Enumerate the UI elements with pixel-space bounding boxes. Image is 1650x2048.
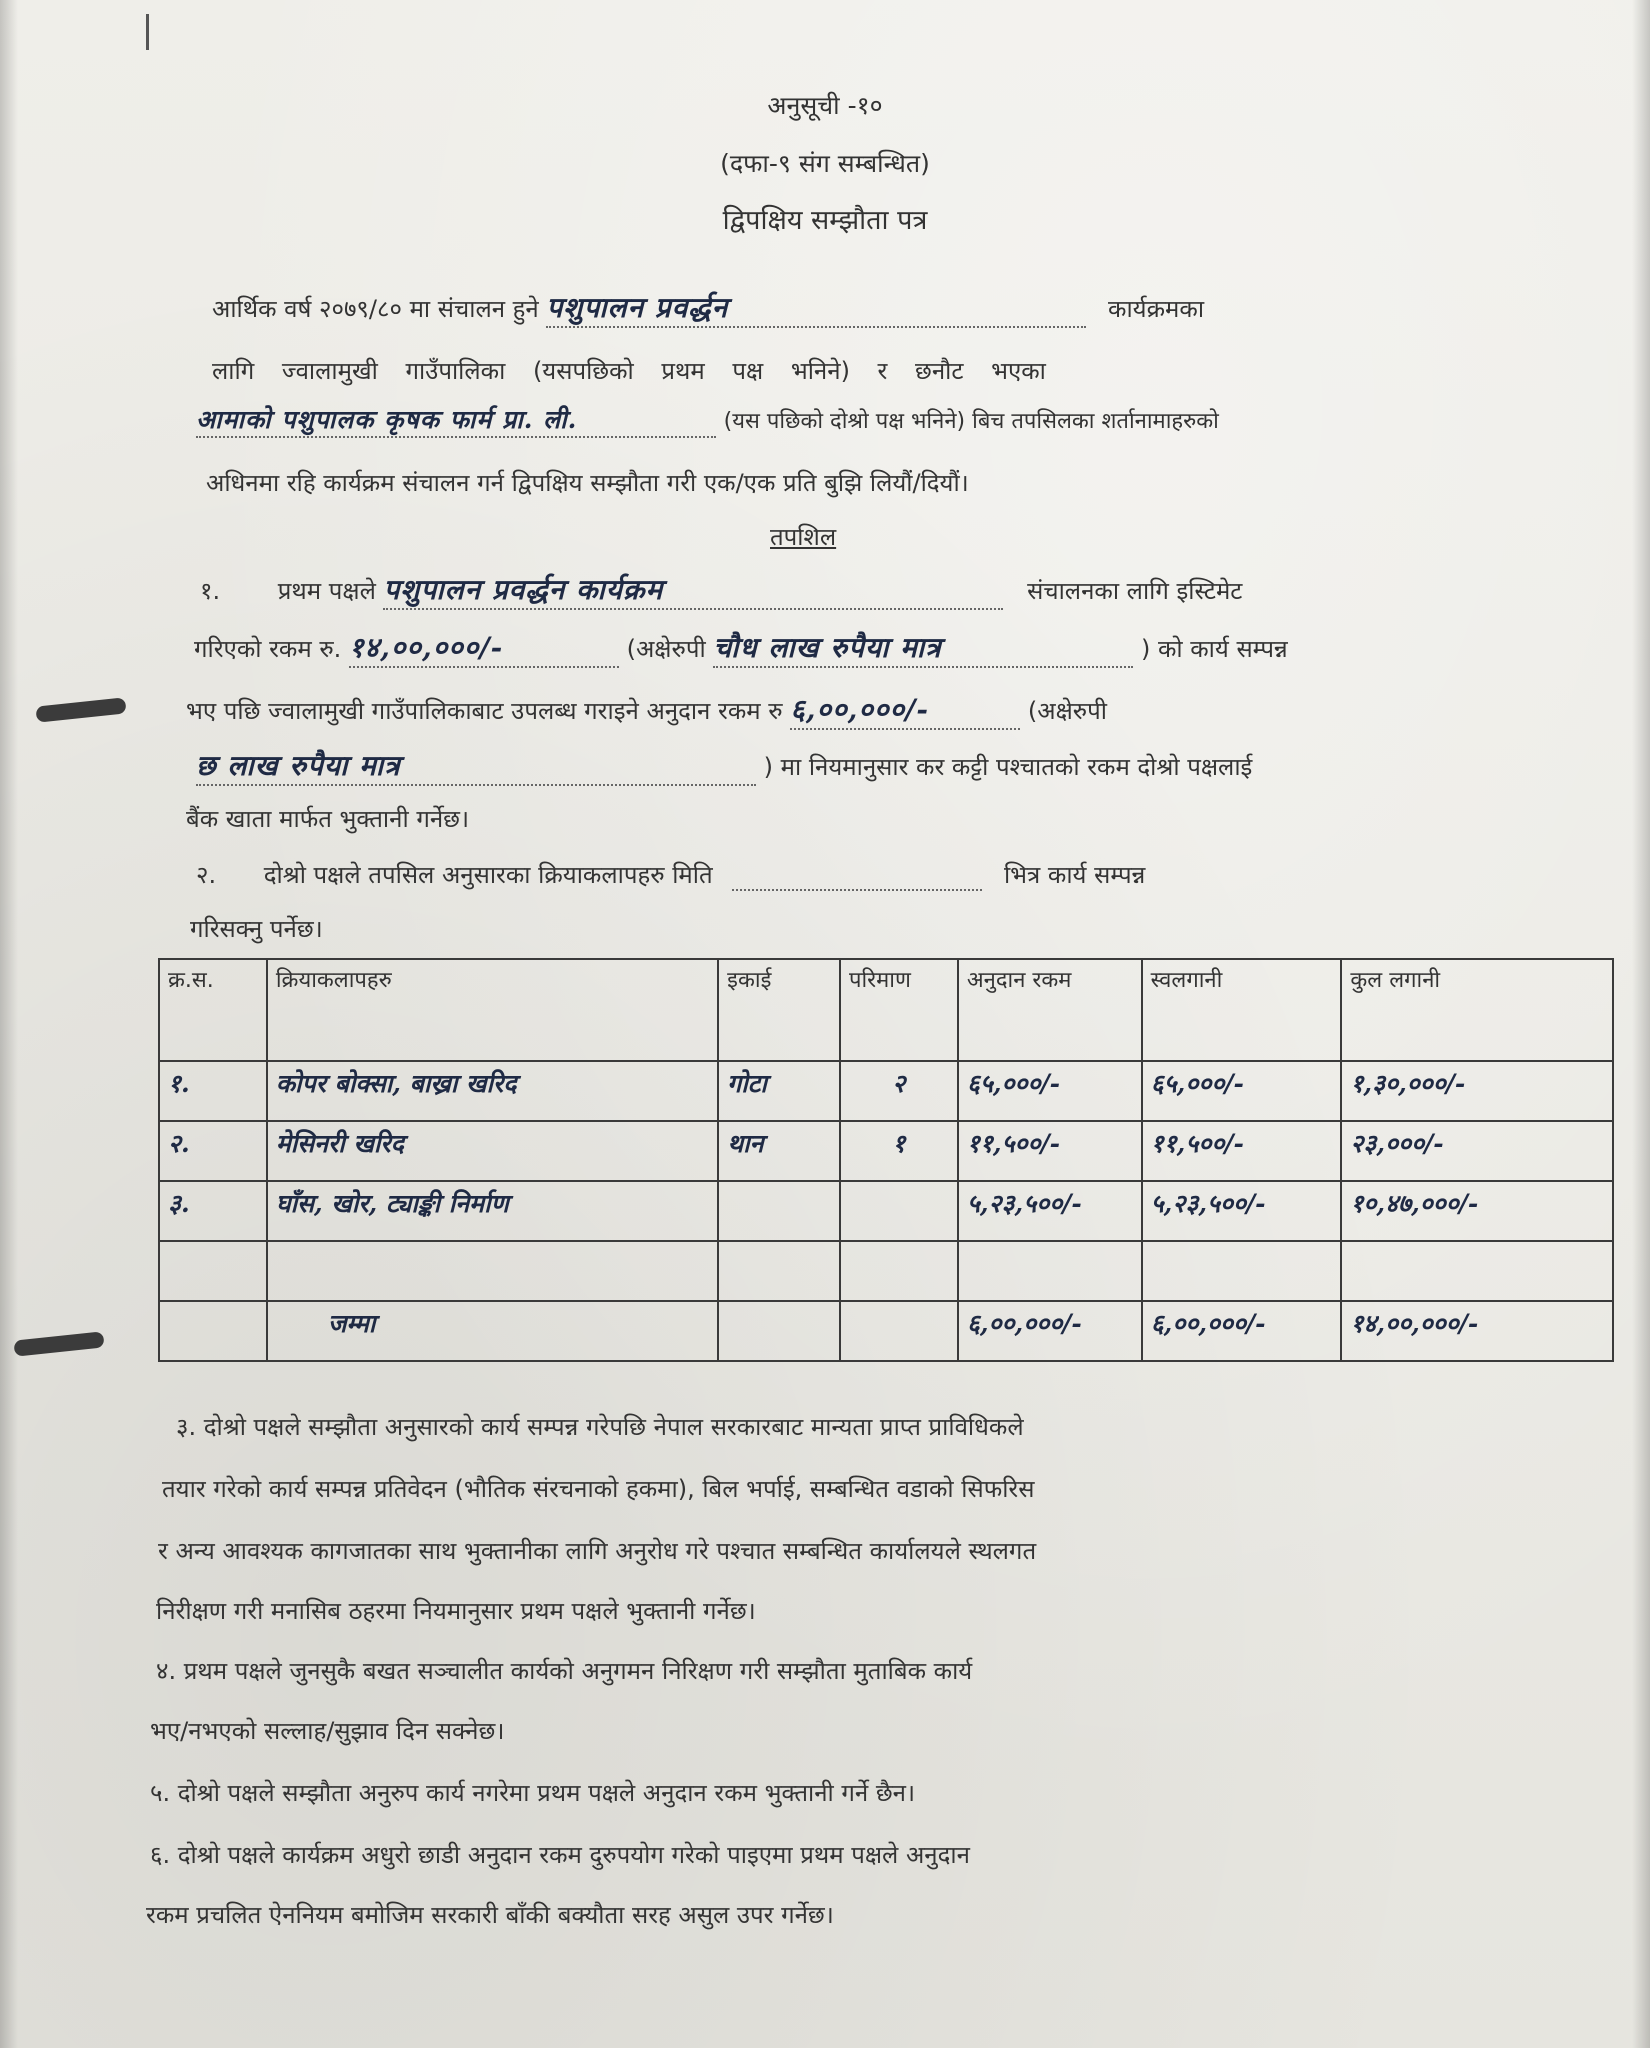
clause-3-line-4: निरीक्षण गरी मनासिब ठहरमा नियमानुसार प्रथम पक्षले भुक्तानी गर्नेछ। [156,1597,756,1625]
table-cell [840,1181,958,1241]
clause-5: ५. दोश्रो पक्षले सम्झौता अनुरुप कार्य नगरेमा प्रथम पक्षले अनुदान रकम भुक्तानी गर्ने छैन। [150,1779,916,1807]
table-cell [267,1241,718,1301]
clause-4-line-1: ४. प्रथम पक्षले जुनसुकै बखत सञ्चालीत कार्यको अनुगमन निरिक्षण गरी सम्झौता मुताबिक कार्य [156,1657,973,1685]
clause-6-line-2: रकम प्रचलित ऐननियम बमोजिम सरकारी बाँकी बक्यौता सरह असुल उपर गर्नेछ। [146,1901,834,1929]
binding-string [13,1331,104,1356]
clause-text: ) मा नियमानुसार कर कट्टी पश्चातको रकम दोश्रो पक्षलाई [763,753,1253,781]
table-cell: ६,००,०००/- [958,1301,1142,1361]
table-cell: गोटा [718,1061,840,1121]
intro-text: आर्थिक वर्ष २०७९/८० मा संचालन हुने [212,295,539,323]
table-cell [840,1241,958,1301]
table-cell [1142,1241,1342,1301]
table-cell: २ [840,1061,958,1121]
clause-1-line-3 [186,690,1107,730]
clause-text: ) को कार्य सम्पन्न [1140,635,1288,663]
intro-line-2: लागि ज्वालामुखी गाउँपालिका (यसपछिको प्रथम पक्ष भनिने) र छनौट भएका [212,357,1046,385]
table-cell [159,1301,267,1361]
table-row [159,1181,1613,1241]
clause-4-line-2: भए/नभएको सल्लाह/सुझाव दिन सक्नेछ। [150,1717,505,1745]
clause-2-line-1 [196,858,1145,891]
table-cell: १४,००,०००/- [1341,1301,1613,1361]
table-cell: ११,५००/- [958,1121,1142,1181]
estimate-amount-handwritten: १४,००,०००/- [349,628,619,668]
table-cell: १ [840,1121,958,1181]
column-header-unit: इकाई [718,959,840,1061]
clause-3-line-1: ३. दोश्रो पक्षले सम्झौता अनुसारको कार्य सम्पन्न गरेपछि नेपाल सरकारबाट मान्यता प्राप्त प्राविधिकले [176,1413,1024,1441]
date-blank [732,861,982,891]
table-total-row [159,1301,1613,1361]
clause-text: प्रथम पक्षले [277,577,376,605]
intro-text: (यस पछिको दोश्रो पक्ष भनिने) बिच तपसिलका शर्तानामाहरुको [723,409,1219,434]
clause-number: १. [200,577,221,605]
grant-words-handwritten: छ लाख रुपैया मात्र [196,746,756,786]
table-cell: २. [159,1121,267,1181]
clause-text: (अक्षेरुपी [626,635,706,663]
column-header-quantity: परिमाण [840,959,958,1061]
table-cell: थान [718,1121,840,1181]
table-cell: ५,२३,५००/- [958,1181,1142,1241]
table-cell: ६५,०००/- [1142,1061,1342,1121]
document-title: द्विपक्षिय सम्झौता पत्र [722,205,928,236]
page-edge-shadow [1632,0,1650,2048]
table-cell [958,1241,1142,1301]
table-cell: ११,५००/- [1142,1121,1342,1181]
table-row [159,1241,1613,1301]
table-cell [840,1301,958,1361]
clause-1-line-5: बैंक खाता मार्फत भुक्तानी गर्नेछ। [186,805,470,833]
table-cell: घाँस, खोर, ट्याङ्की निर्माण [267,1181,718,1241]
table-cell [1341,1241,1613,1301]
clause-text: भए पछि ज्वालामुखी गाउँपालिकाबाट उपलब्ध गराइने अनुदान रकम रु [186,697,783,725]
column-header-grant: अनुदान रकम [958,959,1142,1061]
clause-text: दोश्रो पक्षले तपसिल अनुसारका क्रियाकलापहरु मिति [263,861,713,889]
table-cell [718,1181,840,1241]
table-cell [718,1241,840,1301]
clause-number: २. [196,861,217,889]
binding-string [35,697,126,722]
section-reference: (दफा-९ संग सम्बन्धित) [720,149,930,178]
table-row [159,1121,1613,1181]
schedule-label: अनुसूची -१० [767,91,883,120]
table-cell: जम्मा [267,1301,718,1361]
clause-1-line-4 [196,746,1252,786]
table-cell [718,1301,840,1361]
table-cell: ६५,०००/- [958,1061,1142,1121]
intro-line-3 [196,402,1219,438]
column-header-total: कुल लगानी [1341,959,1613,1061]
table-cell: १०,४७,०००/- [1341,1181,1613,1241]
intro-line-4: अधिनमा रहि कार्यक्रम संचालन गर्न द्विपक्षिय सम्झौता गरी एक/एक प्रति बुझि लियौं/दियौं। [206,469,969,497]
clause-2-line-2: गरिसक्नु पर्नेछ। [190,915,323,943]
clause-text: गरिएको रकम रु. [194,635,342,663]
table-cell: ६,००,०००/- [1142,1301,1342,1361]
table-header-row [159,959,1613,1061]
page-edge-shadow [0,0,18,2048]
intro-text: कार्यक्रमका [1108,295,1205,323]
intro-line-1 [212,288,1204,328]
second-party-handwritten: आमाको पशुपालक कृषक फार्म प्रा. ली. [196,402,716,438]
column-header-activities: क्रियाकलापहरु [267,959,718,1061]
tapsil-heading: तपशिल [770,523,837,551]
clause-text: (अक्षेरुपी [1027,697,1107,725]
table-cell: कोपर बोक्सा, बाख्रा खरिद [267,1061,718,1121]
activities-table [158,958,1614,1362]
column-header-sn: क्र.स. [159,959,267,1061]
clause-1-line-1 [200,570,1242,610]
table-cell [159,1241,267,1301]
ink-mark [146,14,149,50]
estimate-words-handwritten: चौध लाख रुपैया मात्र [713,628,1133,668]
clause-text: संचालनका लागि इस्टिमेट [1027,577,1243,605]
clause-3-line-3: र अन्य आवश्यक कागजातका साथ भुक्तानीका लागि अनुरोध गरे पश्चात सम्बन्धित कार्यालयले स्थलगत [158,1537,1037,1565]
table-cell: मेसिनरी खरिद [267,1121,718,1181]
table-cell: २३,०००/- [1341,1121,1613,1181]
program-handwritten: पशुपालन प्रवर्द्धन कार्यक्रम [383,570,1003,610]
clause-3-line-2: तयार गरेको कार्य सम्पन्न प्रतिवेदन (भौतिक संरचनाको हकमा), बिल भर्पाई, सम्बन्धित वडाको सिफरिस [162,1475,1035,1503]
table-cell: १,३०,०००/- [1341,1061,1613,1121]
table-cell: ३. [159,1181,267,1241]
table-cell: ५,२३,५००/- [1142,1181,1342,1241]
program-name-handwritten: पशुपालन प्रवर्द्धन [546,288,1086,328]
clause-6-line-1: ६. दोश्रो पक्षले कार्यक्रम अधुरो छाडी अनुदान रकम दुरुपयोग गरेको पाइएमा प्रथम पक्षले अनुदान [150,1841,970,1869]
column-header-self-investment: स्वलगानी [1142,959,1342,1061]
clause-text: भित्र कार्य सम्पन्न [1003,861,1146,889]
table-cell: १. [159,1061,267,1121]
table-row [159,1061,1613,1121]
grant-amount-handwritten: ६,००,०००/- [790,690,1020,730]
clause-1-line-2 [194,628,1288,668]
